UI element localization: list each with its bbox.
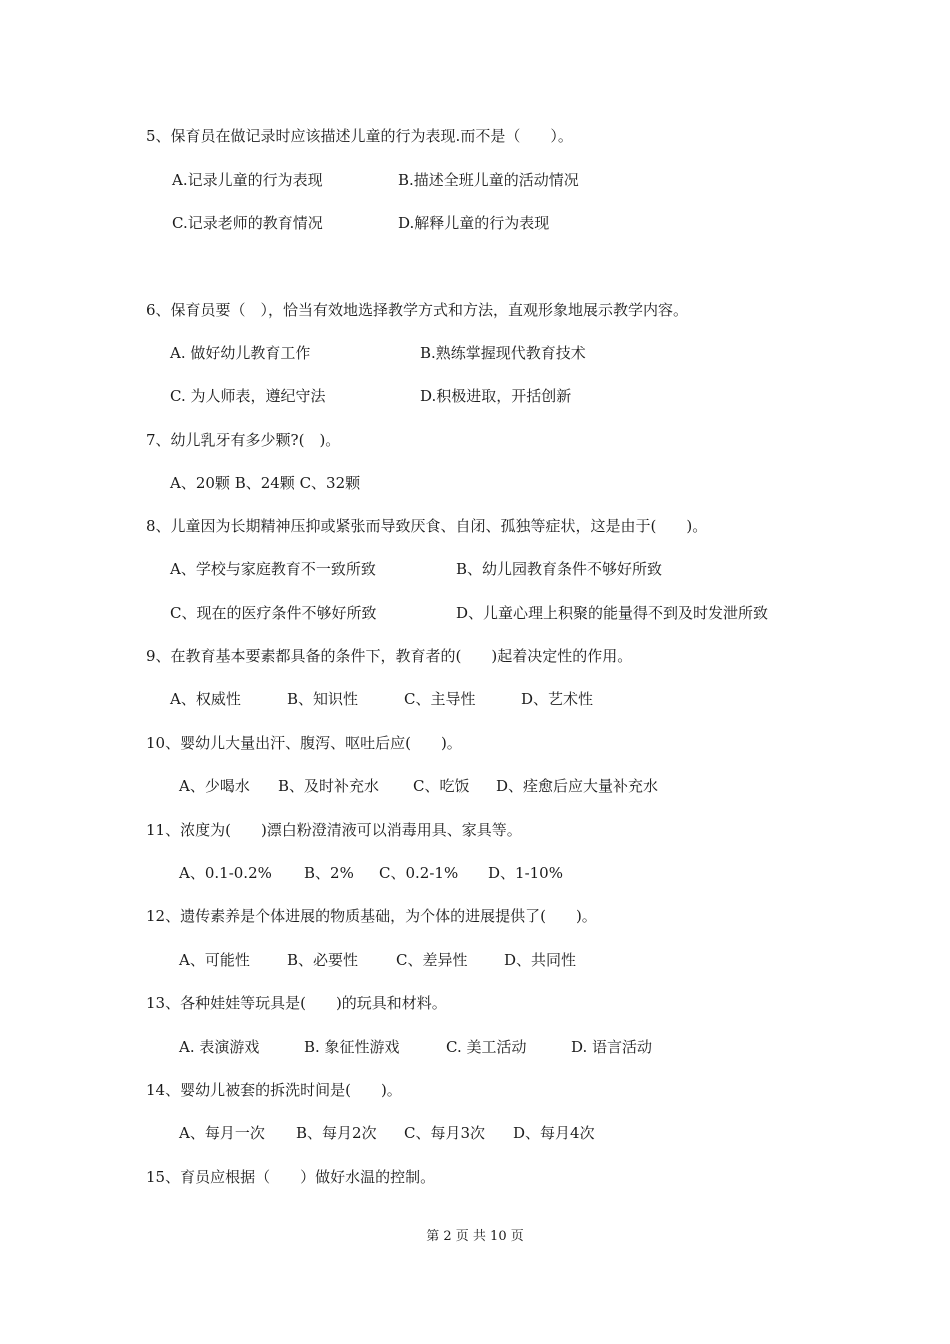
option: A、可能性 [179, 951, 250, 969]
option: A. 表演游戏 [179, 1038, 260, 1056]
question-5: 5、保育员在做记录时应该描述儿童的行为表现.而不是（ ）。 [146, 127, 573, 145]
question-7: 7、幼儿乳牙有多少颗?( )。 [146, 431, 341, 449]
option: D、痊愈后应大量补充水 [496, 777, 659, 795]
question-11: 11、浓度为( )漂白粉澄清液可以消毒用具、家具等。 [146, 821, 522, 839]
option: B、2% [304, 864, 354, 882]
option: D、共同性 [504, 951, 577, 969]
option: C. 美工活动 [446, 1038, 527, 1056]
option: D.积极进取，开括创新 [420, 387, 572, 405]
option: B、及时补充水 [278, 777, 380, 795]
option: D. 语言活动 [571, 1038, 653, 1056]
question-8: 8、儿童因为长期精神压抑或紧张而导致厌食、自闭、孤独等症状，这是由于( )。 [146, 517, 708, 535]
option: A、少喝水 [179, 777, 250, 795]
question-9: 9、在教育基本要素都具备的条件下，教育者的( )起着决定性的作用。 [146, 647, 633, 665]
option: D、每月4次 [513, 1124, 595, 1142]
option: D.解释儿童的行为表现 [398, 214, 550, 232]
option: B、幼儿园教育条件不够好所致 [456, 560, 663, 578]
option: B.熟练掌握现代教育技术 [420, 344, 586, 362]
option: D、儿童心理上积聚的能量得不到及时发泄所致 [456, 604, 769, 622]
option: A、学校与家庭教育不一致所致 [170, 560, 376, 578]
option: B、每月2次 [296, 1124, 377, 1142]
option: C、主导性 [404, 690, 476, 708]
option: C、差异性 [396, 951, 468, 969]
option: A、20颗 B、24颗 C、32颗 [170, 474, 361, 492]
option: B、必要性 [287, 951, 359, 969]
option: D、1-10% [488, 864, 563, 882]
option: C.记录老师的教育情况 [172, 214, 323, 232]
option: A、0.1-0.2% [179, 864, 272, 882]
option: C、0.2-1% [379, 864, 459, 882]
option: C、现在的医疗条件不够好所致 [170, 604, 377, 622]
question-6: 6、保育员要（ ），恰当有效地选择教学方式和方法，直观形象地展示教学内容。 [146, 301, 689, 319]
option: C、每月3次 [404, 1124, 486, 1142]
question-15: 15、育员应根据（ ）做好水温的控制。 [146, 1168, 436, 1186]
option: B、知识性 [287, 690, 359, 708]
option: D、艺术性 [521, 690, 594, 708]
option: A、权威性 [170, 690, 241, 708]
question-12: 12、遗传素养是个体进展的物质基础，为个体的进展提供了( )。 [146, 907, 597, 925]
option: A.记录儿童的行为表现 [172, 171, 323, 189]
question-10: 10、婴幼儿大量出汗、腹泻、呕吐后应( )。 [146, 734, 462, 752]
option: C. 为人师表，遵纪守法 [170, 387, 326, 405]
question-13: 13、各种娃娃等玩具是( )的玩具和材料。 [146, 994, 447, 1012]
option: B. 象征性游戏 [304, 1038, 400, 1056]
option: A、每月一次 [179, 1124, 265, 1142]
option: A. 做好幼儿教育工作 [170, 344, 311, 362]
option: C、吃饭 [413, 777, 470, 795]
option: B.描述全班儿童的活动情况 [398, 171, 579, 189]
page-footer: 第 2 页 共 10 页 [426, 1229, 524, 1244]
question-14: 14、婴幼儿被套的拆洗时间是( )。 [146, 1081, 402, 1099]
